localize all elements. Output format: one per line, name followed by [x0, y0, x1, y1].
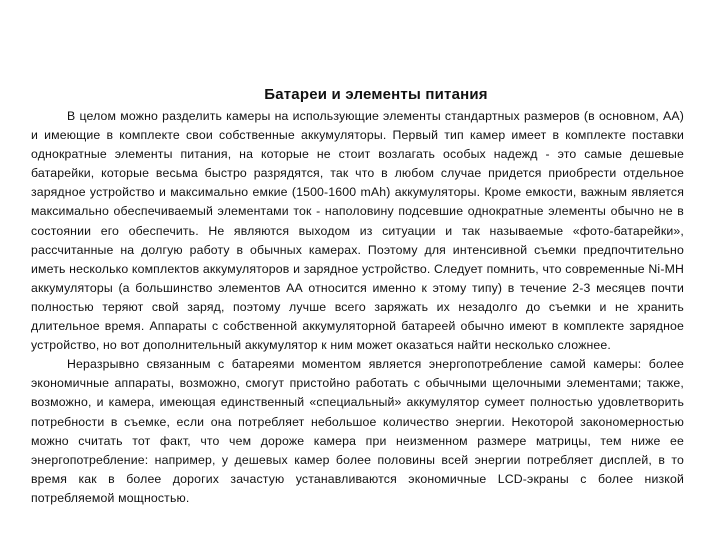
document-body	[31, 107, 684, 508]
document-title: Батареи и элементы питания	[264, 86, 488, 103]
paragraph-1: В целом можно разделить камеры на использующие элементы стандартных размеров (в основном, АА) и имеющие в комплекте свои собственные аккумуляторы. Первый тип камер имеет в комплекте поставки однократные элементы питания, на которые не стоит возлагать особых надежд - это самые дешевые батарейки, которые весьма быстро разрядятся, так что в любом случае придется приобрести отдельное зарядное устройство и максимально емкие (1500-1600 mAh) аккумуляторы. Кроме емкости, важным является максимально обеспечиваемый элементами ток - наполовину подсевшие однократные элементы обычно не в состоянии его обеспечить. Не являются выходом из ситуации и так называемые «фото-батарейки», рассчитанные на долгую работу в обычных камерах. Поэтому для интенсивной съемки предпочтительно иметь несколько комплектов аккумуляторов и зарядное устройство. Следует помнить, что современные Ni-MH аккумуляторы (а большинство элементов АА относится именно к этому типу) в течение 2-3 месяцев почти полностью теряют свой заряд, поэтому лучше всего заряжать их незадолго до съемки и не хранить длительное время. Аппараты с собственной аккумуляторной батареей обычно имеют в комплекте зарядное устройство, но вот дополнительный аккумулятор к ним может оказаться найти несколько сложнее.	[31, 109, 684, 353]
paragraph-2: Неразрывно связанным с батареями моментом является энергопотребление самой камеры: более экономичные аппараты, возможно, смогут пристойно работать с обычными щелочными элементами; также, возможно, и камера, имеющая единственный «специальный» аккумулятор сумеет полностью удовлетворить потребности в съемке, если она потребляет небольшое количество энергии. Некоторой закономерностью можно считать тот факт, что чем дороже камера при неизменном размере матрицы, тем ниже ее энергопотребление: например, у дешевых камер более половины всей энергии потребляет дисплей, в то время как в более дорогих зачастую устанавливаются экономичные LCD-экраны с более низкой потребляемой мощностью.	[31, 357, 684, 505]
